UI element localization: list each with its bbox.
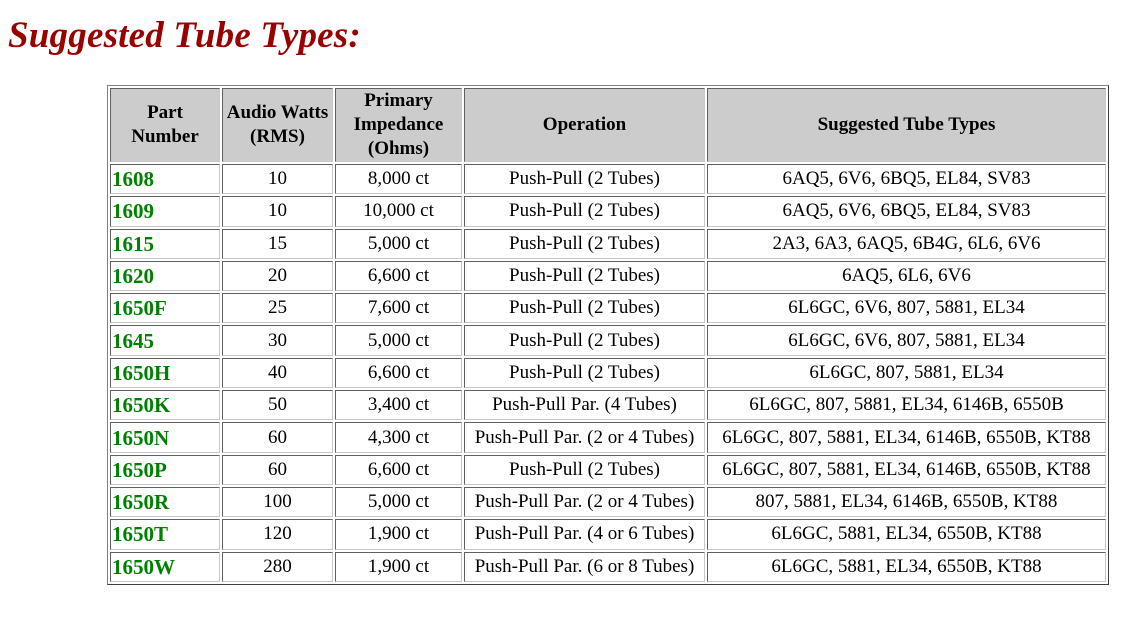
suggested-tubes-cell: 6AQ5, 6V6, 6BQ5, EL84, SV83 — [707, 196, 1106, 226]
impedance-cell: 7,600 ct — [335, 293, 462, 323]
impedance-cell: 5,000 ct — [335, 229, 462, 259]
operation-cell: Push-Pull Par. (4 or 6 Tubes) — [464, 519, 705, 549]
table-row — [110, 552, 1106, 582]
part-number-link[interactable]: 1650T — [110, 519, 220, 549]
audio-watts-cell: 60 — [222, 422, 333, 452]
table-row — [110, 519, 1106, 549]
impedance-cell: 5,000 ct — [335, 325, 462, 355]
impedance-cell: 6,600 ct — [335, 358, 462, 388]
suggested-tubes-cell: 6L6GC, 5881, EL34, 6550B, KT88 — [707, 519, 1106, 549]
impedance-cell: 10,000 ct — [335, 196, 462, 226]
part-number-link[interactable]: 1650K — [110, 390, 220, 420]
impedance-cell: 4,300 ct — [335, 422, 462, 452]
operation-cell: Push-Pull Par. (2 or 4 Tubes) — [464, 422, 705, 452]
suggested-tubes-cell: 6L6GC, 6V6, 807, 5881, EL34 — [707, 293, 1106, 323]
audio-watts-cell: 100 — [222, 487, 333, 517]
part-number-link[interactable]: 1650W — [110, 552, 220, 582]
operation-cell: Push-Pull (2 Tubes) — [464, 229, 705, 259]
part-number-link[interactable]: 1650H — [110, 358, 220, 388]
part-number-link[interactable]: 1609 — [110, 196, 220, 226]
audio-watts-cell: 60 — [222, 455, 333, 485]
impedance-cell: 5,000 ct — [335, 487, 462, 517]
table-row — [110, 261, 1106, 291]
suggested-tubes-cell: 2A3, 6A3, 6AQ5, 6B4G, 6L6, 6V6 — [707, 229, 1106, 259]
audio-watts-cell: 20 — [222, 261, 333, 291]
audio-watts-cell: 10 — [222, 196, 333, 226]
part-number-link[interactable]: 1650N — [110, 422, 220, 452]
operation-cell: Push-Pull Par. (6 or 8 Tubes) — [464, 552, 705, 582]
page-title: Suggested Tube Types: — [8, 15, 361, 56]
impedance-cell: 1,900 ct — [335, 552, 462, 582]
audio-watts-cell: 120 — [222, 519, 333, 549]
tube-types-table — [107, 85, 1109, 585]
suggested-tubes-cell: 6L6GC, 807, 5881, EL34, 6146B, 6550B, KT88 — [707, 422, 1106, 452]
audio-watts-cell: 40 — [222, 358, 333, 388]
table-row — [110, 487, 1106, 517]
part-number-link[interactable]: 1650F — [110, 293, 220, 323]
audio-watts-cell: 10 — [222, 164, 333, 194]
table-row — [110, 358, 1106, 388]
suggested-tubes-cell: 807, 5881, EL34, 6146B, 6550B, KT88 — [707, 487, 1106, 517]
header-primary-impedance: Primary Impedance (Ohms) — [335, 88, 462, 162]
operation-cell: Push-Pull (2 Tubes) — [464, 325, 705, 355]
table-row — [110, 455, 1106, 485]
header-suggested-tube-types: Suggested Tube Types — [707, 88, 1106, 162]
operation-cell: Push-Pull (2 Tubes) — [464, 455, 705, 485]
impedance-cell: 6,600 ct — [335, 261, 462, 291]
part-number-link[interactable]: 1650R — [110, 487, 220, 517]
suggested-tubes-cell: 6L6GC, 807, 5881, EL34, 6146B, 6550B — [707, 390, 1106, 420]
impedance-cell: 1,900 ct — [335, 519, 462, 549]
audio-watts-cell: 280 — [222, 552, 333, 582]
table-row — [110, 390, 1106, 420]
table-row — [110, 422, 1106, 452]
audio-watts-cell: 15 — [222, 229, 333, 259]
impedance-cell: 3,400 ct — [335, 390, 462, 420]
table-row — [110, 196, 1106, 226]
part-number-link[interactable]: 1615 — [110, 229, 220, 259]
table-row — [110, 325, 1106, 355]
part-number-link[interactable]: 1645 — [110, 325, 220, 355]
table-row — [110, 164, 1106, 194]
operation-cell: Push-Pull Par. (2 or 4 Tubes) — [464, 487, 705, 517]
impedance-cell: 6,600 ct — [335, 455, 462, 485]
header-audio-watts: Audio Watts (RMS) — [222, 88, 333, 162]
suggested-tubes-cell: 6AQ5, 6L6, 6V6 — [707, 261, 1106, 291]
operation-cell: Push-Pull (2 Tubes) — [464, 293, 705, 323]
table-row — [110, 229, 1106, 259]
operation-cell: Push-Pull (2 Tubes) — [464, 261, 705, 291]
suggested-tubes-cell: 6L6GC, 5881, EL34, 6550B, KT88 — [707, 552, 1106, 582]
header-part-number: Part Number — [110, 88, 220, 162]
operation-cell: Push-Pull (2 Tubes) — [464, 164, 705, 194]
part-number-link[interactable]: 1608 — [110, 164, 220, 194]
part-number-link[interactable]: 1650P — [110, 455, 220, 485]
audio-watts-cell: 25 — [222, 293, 333, 323]
operation-cell: Push-Pull Par. (4 Tubes) — [464, 390, 705, 420]
suggested-tubes-cell: 6L6GC, 807, 5881, EL34 — [707, 358, 1106, 388]
header-operation: Operation — [464, 88, 705, 162]
impedance-cell: 8,000 ct — [335, 164, 462, 194]
table-header-row — [110, 88, 1106, 162]
table-row — [110, 293, 1106, 323]
operation-cell: Push-Pull (2 Tubes) — [464, 196, 705, 226]
audio-watts-cell: 50 — [222, 390, 333, 420]
part-number-link[interactable]: 1620 — [110, 261, 220, 291]
suggested-tubes-cell: 6L6GC, 6V6, 807, 5881, EL34 — [707, 325, 1106, 355]
suggested-tubes-cell: 6L6GC, 807, 5881, EL34, 6146B, 6550B, KT88 — [707, 455, 1106, 485]
audio-watts-cell: 30 — [222, 325, 333, 355]
suggested-tubes-cell: 6AQ5, 6V6, 6BQ5, EL84, SV83 — [707, 164, 1106, 194]
operation-cell: Push-Pull (2 Tubes) — [464, 358, 705, 388]
